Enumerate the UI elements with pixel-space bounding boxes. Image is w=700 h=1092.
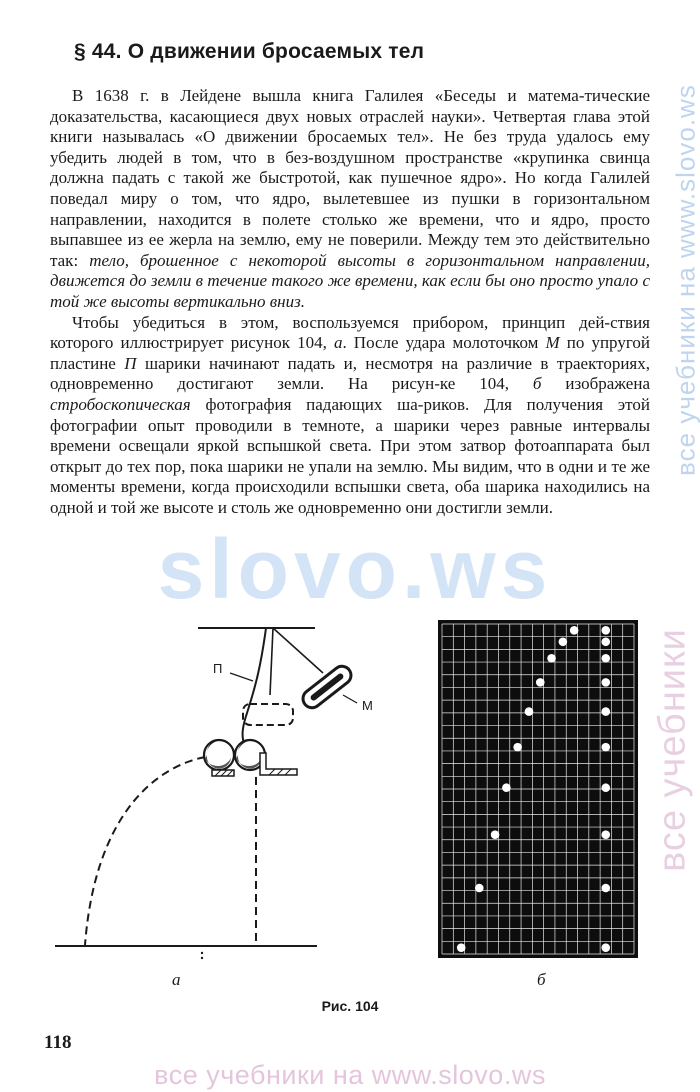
vertical-ball-flash — [601, 678, 610, 687]
watermark-side-right-text: все учебники на www.slovo.ws — [670, 84, 700, 476]
paragraph — [50, 313, 650, 519]
emphasis-text: тело, брошенное с некоторой высоты в горизонтальном направлении, движется до земли в течение такого же времени, как если бы оно просто упало с той же высоты вертикально вниз. — [50, 250, 650, 311]
thrown-ball-flash — [475, 884, 484, 893]
vertical-ball-flash — [601, 707, 610, 716]
thrown-ball-flash — [536, 678, 545, 687]
suspension-thread — [270, 628, 273, 695]
thrown-ball-flash — [502, 783, 511, 792]
watermark-side-left — [648, 560, 698, 940]
vertical-ball-flash — [601, 943, 610, 952]
paragraph-text: . После удара молоточком — [342, 333, 546, 353]
watermark-center: slovo.ws — [157, 522, 553, 616]
page-number: 118 — [44, 1032, 72, 1053]
thrown-ball-flash — [547, 654, 556, 663]
vertical-ball-flash — [601, 637, 610, 646]
paragraph — [50, 86, 650, 313]
bent-plate-outline — [243, 704, 293, 725]
body-text — [50, 86, 650, 518]
paragraph-text: изображена — [541, 374, 650, 394]
thrown-ball-flash — [525, 707, 534, 716]
emphasis-text: П — [124, 353, 137, 373]
hammer-label: М — [362, 698, 373, 713]
vertical-ball-flash — [601, 654, 610, 663]
figure-b-strobe-photo — [438, 620, 638, 958]
left-ball — [204, 740, 234, 770]
emphasis-text: б — [532, 374, 542, 394]
paragraph-text: фотография падающих ша-риков. Для получения этой фотографии опыт проводили в темноте, а шарики через равные интервалы времени освещали яркой вспышкой света. При этом затвор фотоаппарата был открыт до тех пор, пока шарики не упали на землю. Мы видим, что в одни и те же моменты времени, когда происходили вспышки света, оба шарика находились на одной и той же высоте и столь же одновременно они достигли земли. — [50, 394, 650, 517]
watermark-side-left-text: все учебники — [651, 628, 694, 872]
figure-b-label: б — [537, 970, 546, 989]
vertical-ball-flash — [601, 626, 610, 635]
figure-a-label: а — [172, 970, 181, 989]
plate-label: П — [213, 661, 223, 676]
hammer — [299, 663, 354, 712]
hammer-thread — [273, 628, 323, 673]
hammer-pointer — [343, 695, 357, 703]
figure-caption: Рис. 104 — [321, 998, 379, 1014]
thrown-ball-flash — [513, 743, 522, 752]
vertical-ball-flash — [601, 830, 610, 839]
paragraph-text: шарики начинают падать и, несмотря на различие в траекториях, одновременно достигают земли. На рисун-ке 104, — [50, 353, 651, 394]
vertical-ball-flash — [601, 743, 610, 752]
figure-a-apparatus — [55, 615, 415, 960]
right-support — [260, 753, 297, 775]
thrown-ball-flash — [491, 830, 500, 839]
watermark-side-right — [672, 0, 700, 560]
paragraph-text: Чтобы убедиться в этом, воспользуемся прибором, принцип дей-ствия которого иллюстрирует рисунок 104, — [50, 312, 650, 353]
thrown-trajectory — [85, 757, 205, 945]
plate-pointer — [230, 673, 253, 681]
emphasis-text: стробоскопическая — [50, 394, 191, 414]
thrown-ball-flash — [457, 943, 466, 952]
thrown-ball-flash — [570, 626, 579, 635]
vertical-ball-flash — [601, 783, 610, 792]
emphasis-text: М — [545, 333, 560, 353]
paragraph-text: В 1638 г. в Лейдене вышла книга Галилея «Беседы и матема-тические доказательства, касающиеся двух новых отраслей науки». Четвертая глава этой книги называлась «О движении бросаемых тел». Не без труда удалось ему убедить людей в том, что в без-воздушном пространстве «крупинка свинца должна падать с такой же быстротой, как пушечное ядро». Но когда Галилей поведал миру о том, что ядро, вылетевшее из пушки в горизонтальном направлении, находится в полете столько же времени, что и ядро, просто выпавшее из ее жерла на землю, ему не поверили. Между тем это действительно так: — [50, 86, 650, 270]
section-heading: § 44. О движении бросаемых тел — [74, 40, 425, 63]
paragraph-text: по упругой пластине — [50, 333, 650, 373]
emphasis-text: а — [333, 333, 343, 353]
vertical-ball-flash — [601, 884, 610, 893]
thrown-ball-flash — [559, 637, 568, 646]
watermark-bottom: все учебники на www.slovo.ws — [154, 1060, 546, 1090]
